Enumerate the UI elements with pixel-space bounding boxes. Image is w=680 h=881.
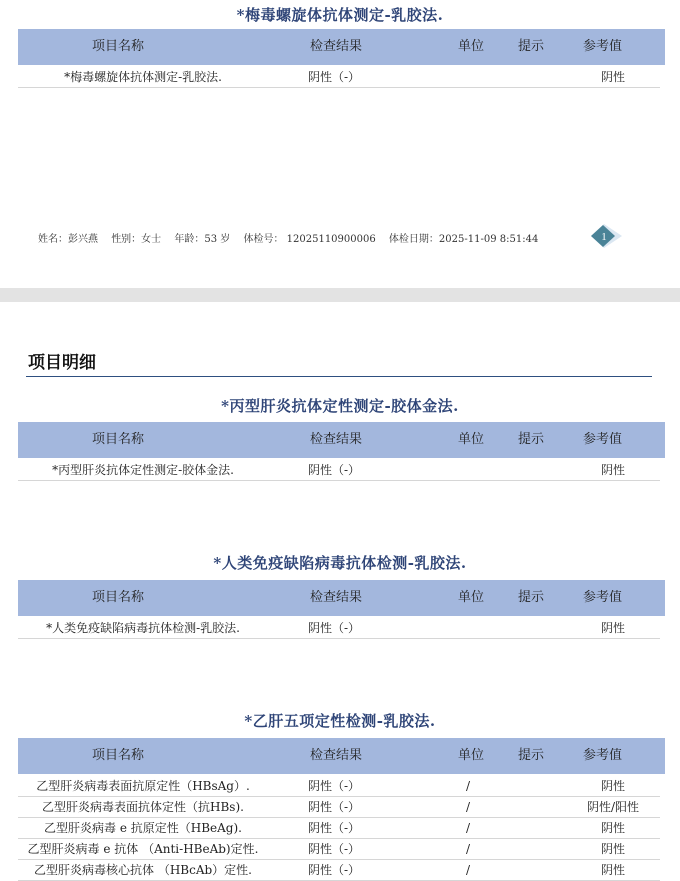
header-result: 检查结果 — [310, 432, 363, 447]
row-ref: 阴性 — [600, 70, 625, 84]
heading-divider — [26, 376, 652, 377]
table-row — [18, 618, 660, 639]
row-result: 阴性（-） — [308, 621, 361, 635]
row-ref: 阴性 — [600, 463, 625, 477]
table-header — [18, 422, 665, 458]
row-result: 阴性（-） — [308, 821, 361, 835]
row-name: 乙型肝炎病毒 e 抗原定性（HBeAg). — [44, 821, 242, 835]
row-ref: 阴性/阳性 — [586, 800, 640, 814]
page-number: 1 — [601, 231, 607, 243]
report-page-1 — [0, 0, 680, 288]
section-title: *丙型肝炎抗体定性测定-胶体金法. — [221, 397, 459, 415]
header-unit: 单位 — [458, 39, 485, 54]
row-unit: / — [466, 821, 471, 835]
header-result: 检查结果 — [310, 748, 363, 763]
row-unit: / — [466, 842, 471, 856]
patient-name: 姓名：彭兴燕 — [38, 234, 98, 245]
patient-footer — [38, 230, 548, 245]
row-name: 乙型肝炎病毒表面抗原定性（HBsAg）. — [36, 779, 250, 793]
header-result: 检查结果 — [310, 39, 363, 54]
header-ref: 参考值 — [583, 748, 623, 763]
header-name: 项目名称 — [91, 432, 144, 447]
header-hint: 提示 — [518, 748, 545, 763]
header-hint: 提示 — [518, 432, 545, 447]
row-unit: / — [466, 779, 471, 793]
header-name: 项目名称 — [91, 590, 144, 605]
header-ref: 参考值 — [583, 432, 623, 447]
table-header — [18, 580, 665, 616]
page-separator — [0, 288, 680, 302]
section-title: *梅毒螺旋体抗体测定-乳胶法. — [236, 6, 444, 24]
exam-date: 体检日期：2025-11-09 8:51:44 — [388, 234, 539, 245]
table-row — [18, 839, 660, 860]
detail-heading: 项目明细 — [28, 353, 96, 373]
row-result: 阴性（-） — [308, 842, 361, 856]
table-row — [18, 797, 660, 818]
row-result: 阴性（-） — [308, 800, 361, 814]
table-row — [18, 860, 660, 881]
table-row — [18, 776, 660, 797]
row-unit: / — [466, 863, 471, 877]
section-title: *人类免疫缺陷病毒抗体检测-乳胶法. — [213, 554, 467, 572]
header-name: 项目名称 — [91, 39, 144, 54]
header-unit: 单位 — [458, 432, 485, 447]
header-hint: 提示 — [518, 590, 545, 605]
table-row — [18, 818, 660, 839]
patient-age: 年龄：53 岁 — [174, 234, 231, 245]
table-row — [18, 460, 660, 481]
table-row — [18, 67, 660, 88]
header-name: 项目名称 — [91, 748, 144, 763]
row-name: 乙型肝炎病毒 e 抗体 （Anti-HBeAb)定性. — [27, 842, 259, 856]
patient-gender: 性别：女士 — [111, 234, 162, 245]
row-result: 阴性（-） — [308, 70, 361, 84]
header-result: 检查结果 — [310, 590, 363, 605]
row-unit: / — [466, 800, 471, 814]
report-page-2 — [0, 302, 680, 881]
header-ref: 参考值 — [583, 39, 623, 54]
row-ref: 阴性 — [600, 779, 625, 793]
section-title: *乙肝五项定性检测-乳胶法. — [244, 712, 436, 730]
row-ref: 阴性 — [600, 821, 625, 835]
exam-number: 体检号： 12025110900006 — [243, 234, 376, 245]
row-name: *丙型肝炎抗体定性测定-胶体金法. — [52, 463, 234, 477]
row-result: 阴性（-） — [308, 863, 361, 877]
header-unit: 单位 — [458, 748, 485, 763]
table-header — [18, 29, 665, 65]
table-header — [18, 738, 665, 774]
row-result: 阴性（-） — [308, 779, 361, 793]
row-name: *人类免疫缺陷病毒抗体检测-乳胶法. — [46, 621, 240, 635]
row-result: 阴性（-） — [308, 463, 361, 477]
header-ref: 参考值 — [583, 590, 623, 605]
row-name: 乙型肝炎病毒核心抗体 （HBcAb）定性. — [34, 863, 252, 877]
header-unit: 单位 — [458, 590, 485, 605]
row-name: *梅毒螺旋体抗体测定-乳胶法. — [64, 70, 222, 84]
header-hint: 提示 — [518, 39, 545, 54]
row-name: 乙型肝炎病毒表面抗体定性（抗HBs). — [42, 800, 244, 814]
page-number-badge — [589, 222, 623, 250]
row-ref: 阴性 — [600, 842, 625, 856]
row-ref: 阴性 — [600, 621, 625, 635]
row-ref: 阴性 — [600, 863, 625, 877]
